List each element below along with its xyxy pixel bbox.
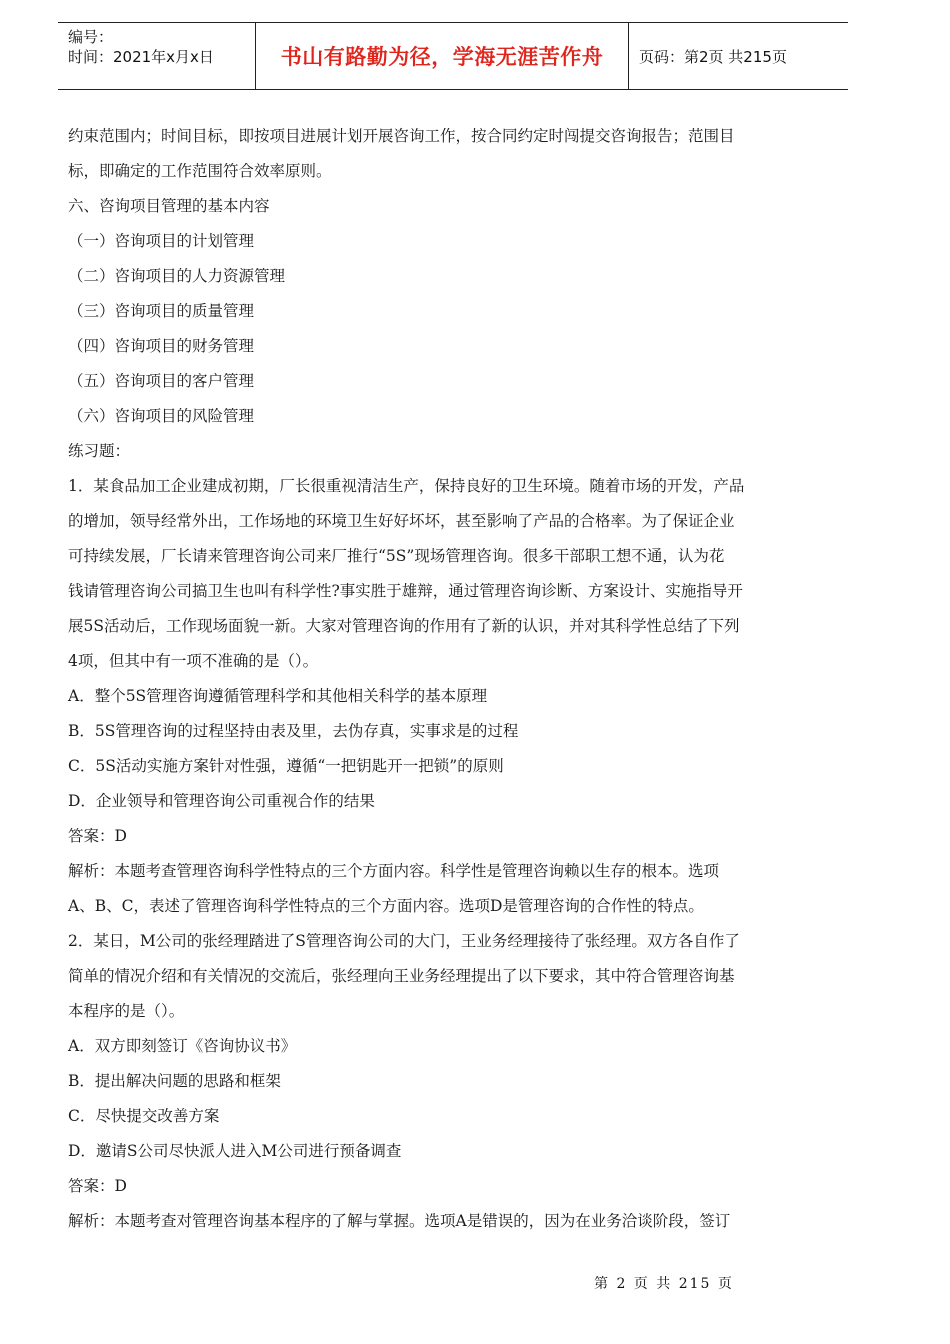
list-item: （四）咨询项目的财务管理: [68, 337, 255, 355]
page-footer: 第 2 页 共 215 页: [594, 1276, 734, 1292]
list-item: （五）咨询项目的客户管理: [68, 372, 255, 390]
question-text: 2．某日，M公司的张经理踏进了S管理咨询公司的大门，王业务经理接待了张经理。双方各自作了: [68, 932, 740, 950]
question-text: 简单的情况介绍和有关情况的交流后，张经理向王业务经理提出了以下要求，其中符合管理咨询基: [68, 967, 735, 985]
question-text: 的增加，领导经常外出，工作场地的环境卫生好好坏坏，甚至影响了产品的合格率。为了保证企业: [68, 512, 735, 530]
answer: 答案：D: [68, 1177, 127, 1195]
option-b: B．5S管理咨询的过程坚持由表及里，去伪存真，实事求是的过程: [68, 722, 519, 740]
explanation: A、B、C，表述了管理咨询科学性特点的三个方面内容。选项D是管理咨询的合作性的特点。: [68, 897, 704, 915]
list-item: （三）咨询项目的质量管理: [68, 302, 255, 320]
list-item: （二）咨询项目的人力资源管理: [68, 267, 286, 285]
question-text: 可持续发展，厂长请来管理咨询公司来厂推行“5S”现场管理咨询。很多干部职工想不通，认为花: [68, 547, 725, 565]
explanation: 解析：本题考查管理咨询科学性特点的三个方面内容。科学性是管理咨询赖以生存的根本。选项: [68, 862, 720, 880]
answer: 答案：D: [68, 827, 127, 845]
number-label: 编号：: [68, 28, 114, 46]
page-header: [58, 22, 848, 90]
text-line: 标，即确定的工作范围符合效率原则。: [68, 162, 332, 180]
list-item: （一）咨询项目的计划管理: [68, 232, 255, 250]
time-label: 时间：2021年x月x日: [68, 48, 214, 66]
option-d: D．邀请S公司尽快派人进入M公司进行预备调查: [68, 1142, 402, 1160]
list-item: （六）咨询项目的风险管理: [68, 407, 255, 425]
question-text: 本程序的是（）。: [68, 1002, 185, 1020]
question-text: 钱请管理咨询公司搞卫生也叫有科学性?事实胜于雄辩，通过管理咨询诊断、方案设计、实施指导开: [68, 582, 743, 600]
text-line: 约束范围内；时间目标，即按项目进展计划开展咨询工作，按合同约定时闯提交咨询报告；范围目: [68, 127, 735, 145]
option-d: D．企业领导和管理咨询公司重视合作的结果: [68, 792, 375, 810]
explanation: 解析：本题考查对管理咨询基本程序的了解与掌握。选项A是错误的，因为在业务洽谈阶段，签订: [68, 1212, 731, 1230]
exercise-heading: 练习题：: [68, 442, 131, 460]
option-a: A．整个5S管理咨询遵循管理科学和其他相关科学的基本原理: [68, 687, 488, 705]
option-b: B．提出解决问题的思路和框架: [68, 1072, 281, 1090]
question-text: 4项，但其中有一项不准确的是（）。: [68, 652, 319, 670]
question-text: 1．某食品加工企业建成初期，厂长很重视清洁生产，保持良好的卫生环境。随着市场的开发，产品: [68, 477, 745, 495]
section-heading: 六、咨询项目管理的基本内容: [68, 197, 270, 215]
option-c: C．5S活动实施方案针对性强，遵循“一把钥匙开一把锁”的原则: [68, 757, 504, 775]
option-c: C．尽快提交改善方案: [68, 1107, 220, 1125]
header-meta: [58, 23, 256, 89]
question-text: 展5S活动后，工作现场面貌一新。大家对管理咨询的作用有了新的认识，并对其科学性总结了下列: [68, 617, 740, 635]
option-a: A．双方即刻签订《咨询协议书》: [68, 1037, 297, 1055]
document-body: [68, 119, 840, 1239]
header-motto: 书山有路勤为径，学海无涯苦作舟: [256, 23, 629, 89]
header-page-info: 页码：第2页 共215页: [639, 47, 787, 66]
